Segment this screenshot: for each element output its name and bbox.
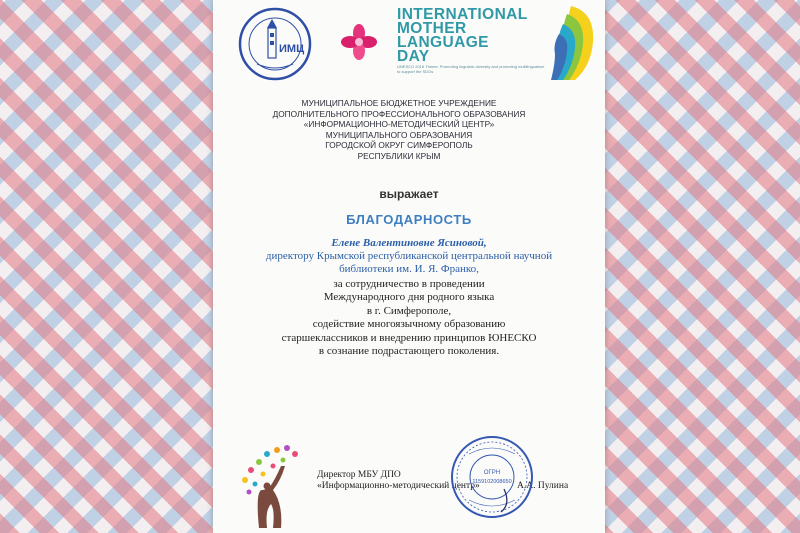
official-seal-stamp — [449, 434, 535, 520]
organization-line: МУНИЦИПАЛЬНОЕ БЮДЖЕТНОЕ УЧРЕЖДЕНИЕ — [301, 98, 497, 108]
organization-line: «ИНФОРМАЦИОННО-МЕТОДИЧЕСКИЙ ЦЕНТР» — [303, 119, 495, 130]
gratitude-body — [213, 278, 605, 358]
recipient-name: Елене Валентиновне Ясиновой, — [331, 237, 487, 249]
body-line: Международного дня родного языка — [323, 291, 495, 304]
body-line: за сотрудничество в проведении — [333, 278, 485, 290]
logo-monogram: ИМЦ — [279, 43, 305, 55]
recipient-position: директору Крымской республиканской центральной научной — [265, 250, 553, 262]
signer-name: А.А. Пулина — [517, 481, 569, 491]
organization-block — [213, 98, 605, 162]
child-with-leaves-icon — [237, 440, 309, 530]
recipient-institution: библиотеки им. И. Я. Франко, — [339, 263, 479, 275]
colorful-faces-icon — [551, 4, 597, 82]
imld-subtitle: UNESCO 2018 Theme: Promoting linguistic diversity and promoting multilingualism to support the SDGs — [397, 64, 545, 74]
organization-line: МУНИЦИПАЛЬНОГО ОБРАЗОВАНИЯ — [325, 129, 473, 140]
signer-organization: «Информационно-методический центр» — [317, 481, 480, 491]
body-line: содействие многоязычному образованию — [312, 318, 506, 331]
flower-icon — [339, 22, 379, 62]
seal-number: 1159102008650 — [472, 479, 512, 485]
seal-ogrn-label: ОГРН — [483, 470, 501, 476]
signer-block — [317, 470, 577, 492]
organization-line: РЕСПУБЛИКИ КРЫМ — [357, 150, 441, 161]
imld-line: INTERNATIONAL — [397, 6, 528, 23]
signer-title: Директор МБУ ДПО — [317, 470, 401, 480]
recipient-block — [213, 237, 605, 276]
organization-line: ГОРОДСКОЙ ОКРУГ СИМФЕРОПОЛЬ — [325, 140, 473, 151]
body-line: в г. Симферополе, — [366, 304, 452, 317]
gratitude-heading: БЛАГОДАРНОСТЬ — [346, 212, 472, 227]
imld-line: DAY — [397, 48, 430, 65]
verb-expresses: выражает — [379, 187, 439, 201]
organization-line: ДОПОЛНИТЕЛЬНОГО ПРОФЕССИОНАЛЬНОГО ОБРАЗОВАНИЯ — [272, 108, 526, 119]
body-line: в сознание подрастающего поколения. — [318, 345, 500, 358]
body-line: старшеклассников и внедрению принципов ЮНЕСКО — [281, 331, 537, 344]
imc-emblem-logo — [237, 6, 313, 82]
imld-line: LANGUAGE — [397, 34, 489, 51]
imld-line: MOTHER — [397, 20, 467, 37]
imld-wordmark — [397, 8, 547, 64]
certificate-document — [213, 0, 605, 533]
